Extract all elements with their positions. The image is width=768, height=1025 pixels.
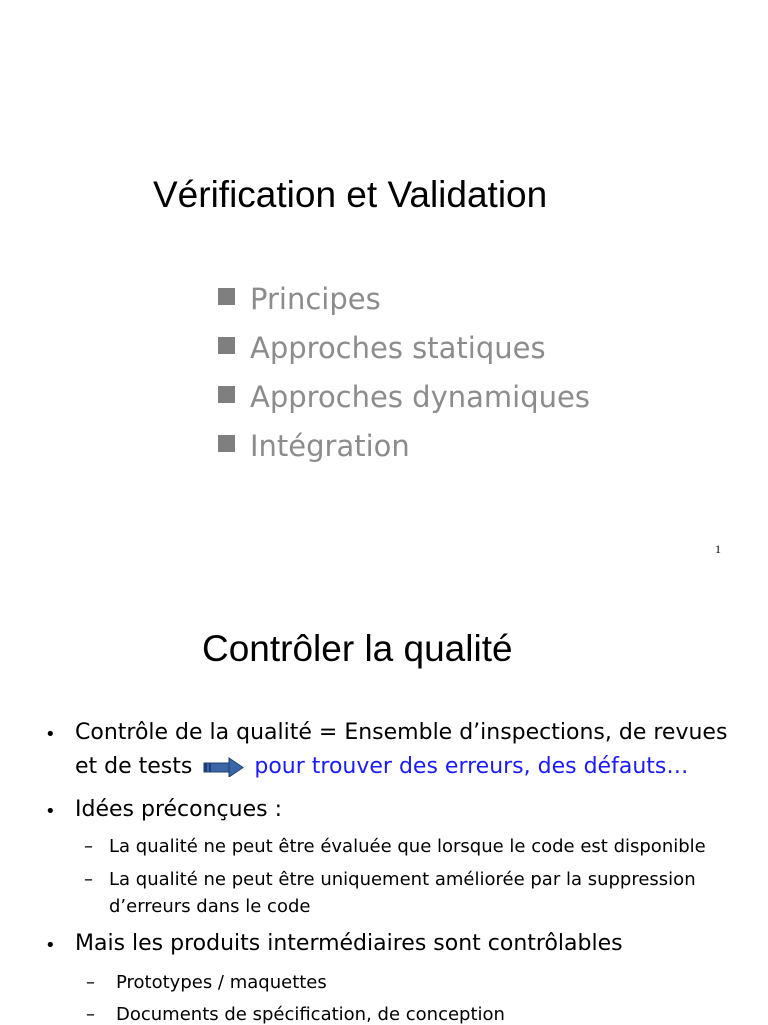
bullet1-line2: et de tests pour trouver des erreurs, des défauts… — [75, 754, 689, 779]
bullet3-sub2: Documents de spécification, de conception — [116, 1004, 505, 1025]
page-number: 1 — [715, 542, 721, 556]
square-bullet-icon — [218, 435, 235, 452]
square-bullet-icon — [218, 386, 235, 403]
slide1-title: Vérification et Validation — [153, 174, 548, 215]
bullet1-line1: Contrôle de la qualité = Ensemble d’inspections, de revues — [75, 720, 728, 745]
slide2-title: Contrôler la qualité — [202, 628, 513, 669]
toc-item-integration: Intégration — [218, 429, 410, 463]
square-bullet-icon — [218, 337, 235, 354]
dash-icon: – — [84, 869, 93, 890]
bullet3-sub1: Prototypes / maquettes — [116, 972, 327, 993]
bullet2-sub2-line1: La qualité ne peut être uniquement améliorée par la suppression — [109, 869, 696, 890]
bullet-dot-icon: • — [45, 724, 56, 745]
dash-icon: – — [86, 972, 95, 993]
toc-item-principes: Principes — [218, 282, 381, 316]
bullet2-sub2-line2: d’erreurs dans le code — [109, 896, 311, 917]
bullet-dot-icon: • — [45, 801, 56, 822]
dash-icon: – — [86, 1004, 95, 1025]
dash-icon: – — [84, 836, 93, 857]
toc-item-approches-statiques: Approches statiques — [218, 331, 546, 365]
bullet3-text: Mais les produits intermédiaires sont contrôlables — [75, 931, 623, 956]
square-bullet-icon — [218, 288, 235, 305]
bullet-dot-icon: • — [45, 935, 56, 956]
arrow-right-icon — [203, 757, 245, 777]
bullet2-text: Idées préconçues : — [75, 797, 282, 822]
bullet2-sub1: La qualité ne peut être évaluée que lorsque le code est disponible — [109, 836, 706, 857]
toc-item-approches-dynamiques: Approches dynamiques — [218, 380, 590, 414]
